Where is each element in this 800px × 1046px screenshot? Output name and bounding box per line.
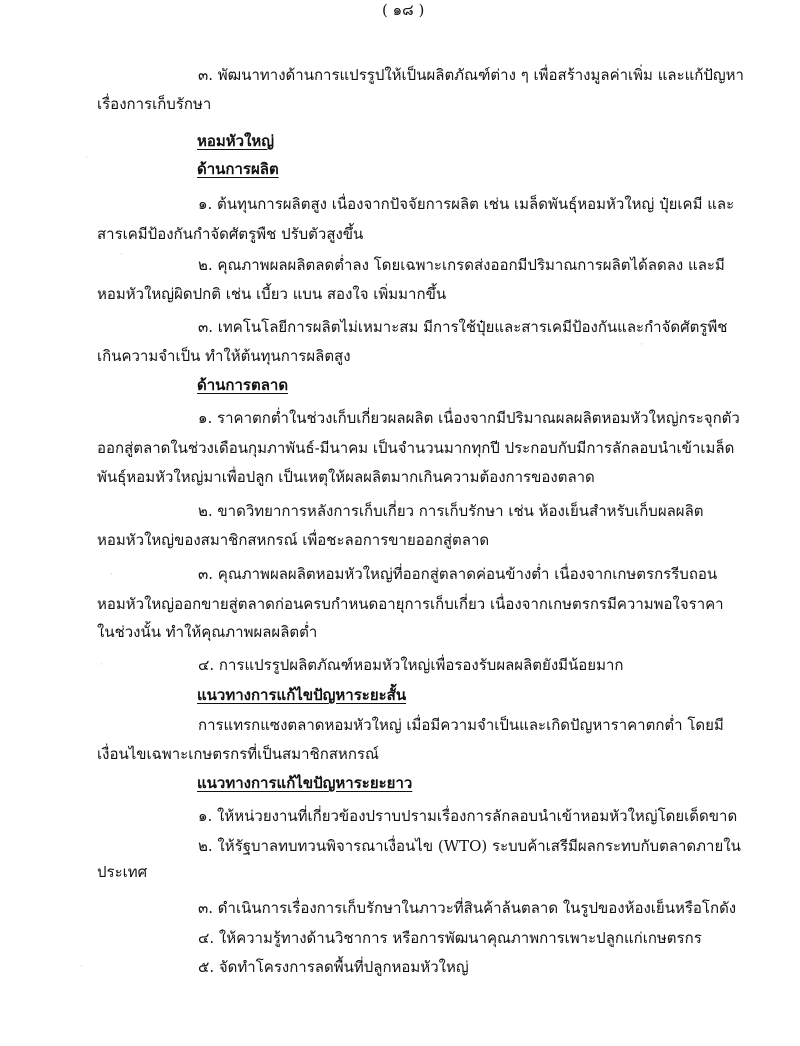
text-line: ๓. คุณภาพผลผลิตหอมหัวใหญ่ที่ออกสู่ตลาดค่อนข้างต่ำ เนื่องจากเกษตรกรรีบถอน: [198, 565, 718, 583]
text-line: ในช่วงนั้น ทำให้คุณภาพผลผลิตต่ำ: [97, 623, 318, 641]
text-line: ๓. พัฒนาทางด้านการแปรรูปให้เป็นผลิตภัณฑ์ต่าง ๆ เพื่อสร้างมูลค่าเพิ่ม และแก้ปัญหา: [198, 66, 744, 84]
text-line: พันธุ์หอมหัวใหญ่มาเพื่อปลูก เป็นเหตุให้ผลผลิตมากเกินความต้องการของตลาด: [97, 468, 595, 486]
text-line: ๓. ดำเนินการเรื่องการเก็บรักษาในภาวะที่สินค้าล้นตลาด ในรูปของห้องเย็นหรือโกดัง: [198, 899, 737, 917]
scan-speck: ·: [120, 250, 123, 260]
scan-speck: ·: [640, 340, 643, 350]
text-line: ๒. คุณภาพผลผลิตลดต่ำลง โดยเฉพาะเกรดส่งออกมีปริมาณการผลิตได้ลดลง และมี: [198, 256, 725, 274]
text-line: ๕. จัดทำโครงการลดพื้นที่ปลูกหอมหัวใหญ่: [198, 958, 469, 976]
subsection-heading: แนวทางการแก้ไขปัญหาระยะยาว: [197, 774, 413, 792]
text-line: หอมหัวใหญ่ของสมาชิกสหกรณ์ เพื่อชะลอการขายออกสู่ตลาด: [97, 531, 490, 549]
scan-speck: ·: [85, 153, 88, 163]
subsection-heading: ด้านการผลิต: [197, 160, 279, 178]
subsection-heading: ด้านการตลาด: [197, 376, 289, 394]
text-line: ออกสู่ตลาดในช่วงเดือนกุมภาพันธ์-มีนาคม เป็นจำนวนมากทุกปี ประกอบกับมีการลักลอบนำเข้าเมล็ด: [97, 439, 735, 457]
section-heading: หอมหัวใหญ่: [197, 132, 275, 150]
text-line: สารเคมีป้องกันกำจัดศัตรูพืช ปรับตัวสูงขึ้น: [97, 225, 364, 243]
text-line: ๔. การแปรรูปผลิตภัณฑ์หอมหัวใหญ่เพื่อรองรับผลผลิตยังมีน้อยมาก: [198, 656, 624, 674]
text-line: ๑. ให้หน่วยงานที่เกี่ยวข้องปราบปรามเรื่องการลักลอบนำเข้าหอมหัวใหญ่โดยเด็ดขาด: [198, 807, 738, 825]
text-line: เรื่องการเก็บรักษา: [97, 95, 212, 113]
text-line: ๒. ขาดวิทยาการหลังการเก็บเกี่ยว การเก็บรักษา เช่น ห้องเย็นสำหรับเก็บผลผลิต: [198, 502, 704, 520]
page-number: ( ๑๘ ): [382, 1, 425, 19]
scan-speck: ·: [80, 962, 83, 972]
text-line: ๒. ให้รัฐบาลทบทวนพิจารณาเงื่อนไข (WTO) ระบบค้าเสรีมีผลกระทบกับตลาดภายใน: [198, 837, 741, 855]
text-line: การแทรกแซงตลาดหอมหัวใหญ่ เมื่อมีความจำเป็นและเกิดปัญหาราคาตกต่ำ โดยมี: [198, 716, 724, 734]
text-line: เกินความจำเป็น ทำให้ต้นทุนการผลิตสูง: [97, 347, 351, 365]
text-line: เงื่อนไขเฉพาะเกษตรกรที่เป็นสมาชิกสหกรณ์: [97, 745, 379, 763]
text-line: ๓. เทคโนโลยีการผลิตไม่เหมาะสม มีการใช้ปุ๋ยและสารเคมีป้องกันและกำจัดศัตรูพืช: [198, 318, 728, 336]
text-line: หอมหัวใหญ่ออกขายสู่ตลาดก่อนครบกำหนดอายุการเก็บเกี่ยว เนื่องจากเกษตรกรมีความพอใจราคา: [97, 595, 724, 613]
scan-speck: ·: [110, 570, 113, 580]
text-line: ๑. ต้นทุนการผลิตสูง เนื่องจากปัจจัยการผลิต เช่น เมล็ดพันธุ์หอมหัวใหญ่ ปุ๋ยเคมี และ: [198, 195, 735, 213]
subsection-heading: แนวทางการแก้ไขปัญหาระยะสั้น: [197, 686, 407, 704]
text-line: หอมหัวใหญ่ผิดปกติ เช่น เบี้ยว แบน สองใจ เพิ่มมากขึ้น: [97, 285, 447, 303]
text-line: ประเทศ: [97, 863, 148, 881]
text-line: ๑. ราคาตกต่ำในช่วงเก็บเกี่ยวผลผลิต เนื่องจากมีปริมาณผลผลิตหอมหัวใหญ่กระจุกตัว: [198, 409, 740, 427]
text-line: ๔. ให้ความรู้ทางด้านวิชาการ หรือการพัฒนาคุณภาพการเพาะปลูกแก่เกษตรกร: [198, 929, 702, 947]
scan-speck: ·: [100, 660, 103, 670]
